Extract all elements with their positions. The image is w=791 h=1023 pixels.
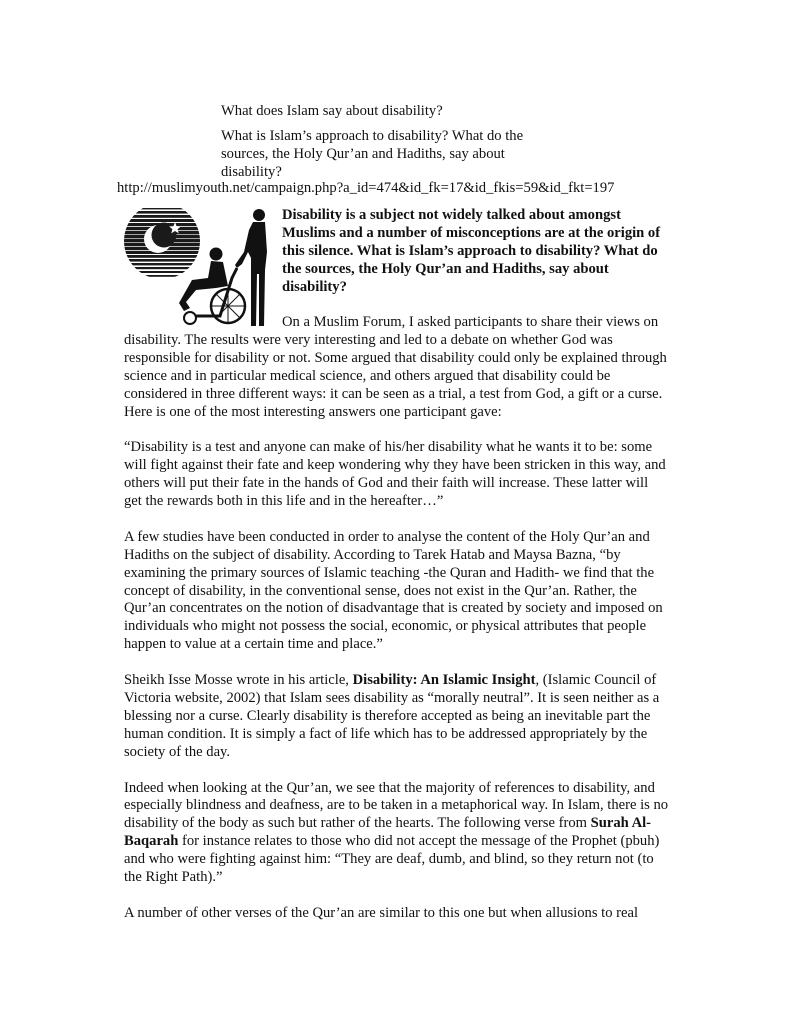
document-header: [221, 103, 551, 182]
surah-name-bold: Surah Al-Baqarah: [124, 815, 652, 850]
p5-text-end: for instance relates to those who did not accept the message of the Prophet (pbuh) and who were fighting against him: “They are deaf, dumb, and blind, so they return not (to the Right Path).”: [124, 833, 660, 886]
body-paragraph-4: [124, 672, 669, 762]
article-title-bold: Disability: An Islamic Insight: [352, 672, 536, 689]
body-paragraph-3: A few studies have been conducted in order to analyse the content of the Holy Qur’an and Hadiths on the subject of disability. According to Tarek Hatab and Maysa Bazna, “by examining the primary sources of Islamic teaching -the Quran and Hadith- we find that the concept of disability, in the conventional sense, does not exist in the Qur’an. Rather, the Qur’an concentrates on the notion of disadvantage that is created by society and imposed on individuals who might not possess the social, economic, or physical attributes that people happen to value at a certain time and place.”: [124, 528, 663, 653]
crescent-star-wheelchair-logo: [120, 208, 272, 328]
intro-paragraph: Disability is a subject not widely talked about amongst Muslims and a number of misconceptions are at the origin of this silence. What is Islam’s approach to disability? What do the sources, the Holy Qur’an and Hadiths, say about disability?: [282, 207, 661, 295]
source-url: http://muslimyouth.net/campaign.php?a_id=474&id_fk=17&id_fkis=59&id_fkt=197: [117, 180, 615, 196]
body-paragraph-5: [124, 780, 669, 887]
p4-text-start: Sheikh Isse Mosse wrote in his article,: [124, 672, 353, 689]
document-title: What does Islam say about disability?: [221, 103, 443, 119]
document-subtitle: What is Islam’s approach to disability? What do the sources, the Holy Qur’an and Hadiths, say about disability?: [221, 127, 524, 180]
body-paragraph-6: A number of other verses of the Qur’an are similar to this one but when allusions to real: [124, 904, 639, 921]
body-paragraph-1: On a Muslim Forum, I asked participants to share their views on disability. The results were very interesting and led to a debate on whether God was responsible for disability or not. Some argued that disability could only be explained through science and in particular medical science, and others argued that disability could be considered in three different ways: it can be seen as a trial, a test from God, a gift or a curse. Here is one of the most interesting answers one participant gave:: [124, 314, 667, 420]
p4-text-end: , (Islamic Council of Victoria website, 2002) that Islam sees disability as “morally neutral”. It is seen neither as a blessing nor a curse. Clearly disability is therefore accepted as being an inevitable part the human condition. It is simply a fact of life which has to be addressed appropriately by the society of the day.: [124, 672, 660, 760]
article-body: [124, 314, 669, 941]
standing-person-icon: [235, 209, 267, 326]
p5-text-start: Indeed when looking at the Qur’an, we see that the majority of references to disability, and especially blindness and deafness, are to be taken in a metaphorical way. In Islam, there is no disability of the body as such but rather of the hearts. The following verse from: [124, 779, 669, 832]
body-paragraph-2: “Disability is a test and anyone can make of his/her disability what he wants it to be: some will fight against their fate and keep wondering why they have been stricken in this way, and others will put their fate in the hands of God and their faith will increase. These latter will get the rewards both in this life and in the hereafter…”: [124, 439, 666, 510]
